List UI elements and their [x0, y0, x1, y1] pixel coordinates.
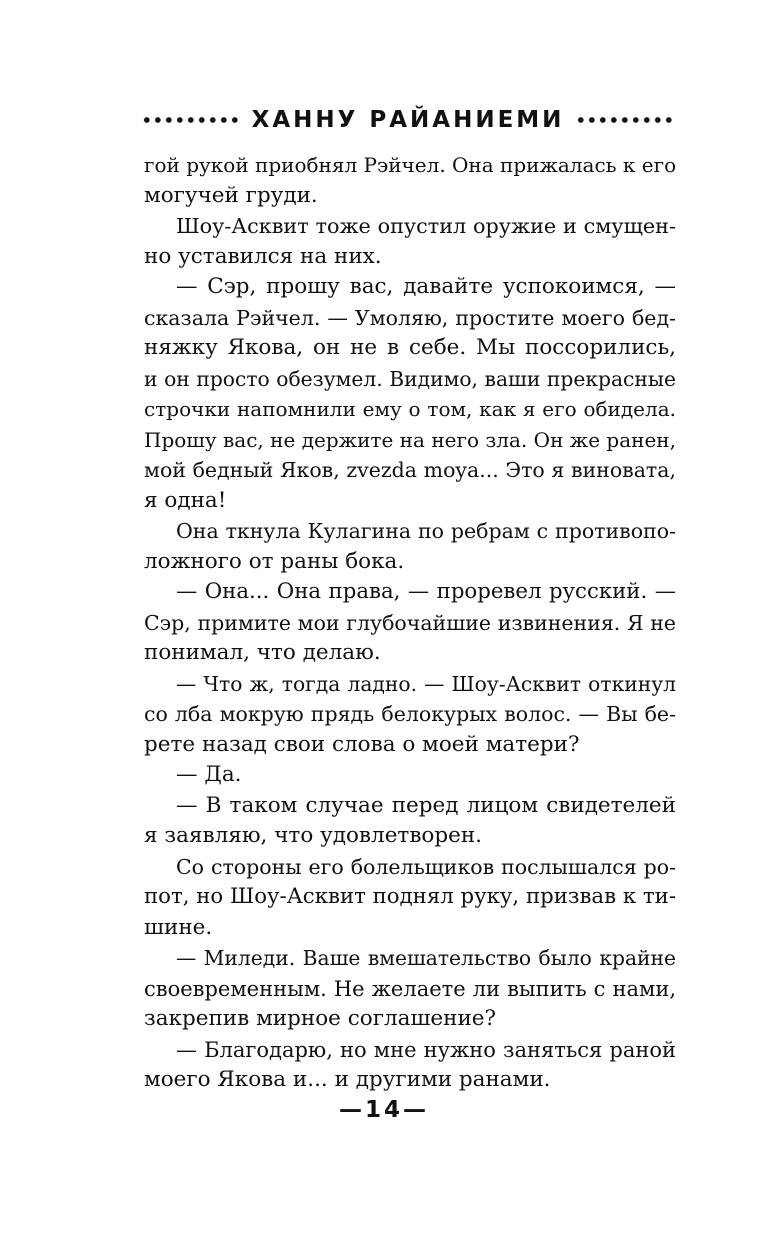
text-line: сказала Рэйчел. — Умоляю, простите моего бед- — [144, 305, 676, 330]
text-line: Она ткнула Кулагина по ребрам с противопо- — [176, 519, 676, 543]
text-line: — Да. — [176, 762, 242, 787]
text-line: Шоу-Асквит тоже опустил оружие и смущен- — [176, 214, 676, 238]
text-line: и он просто обезумел. Видимо, ваши прекрасные — [144, 366, 676, 391]
text-line: строчки напомнили ему о том, как я его обидела. — [144, 397, 676, 421]
text-line: — Благодарю, но мне нужно заняться раной — [176, 1037, 676, 1062]
ornament-dots-right — [576, 116, 674, 124]
text-line: мой бедный Яков, zvezda moya... Это я виновата, — [144, 458, 676, 482]
text-line: — Миледи. Ваше вмешательство было крайне — [176, 946, 676, 970]
text-line: могучей груди. — [144, 182, 318, 208]
text-line: Со стороны его болельщиков послышался ро- — [176, 854, 676, 879]
text-line: Прошу вас, не держите на него зла. Он же ранен, — [144, 427, 676, 452]
text-line: — Она... Она права, — проревел русский. — — [176, 579, 676, 604]
text-line: ложного от раны бока. — [144, 548, 405, 574]
body-text — [144, 150, 676, 1096]
text-line: рете назад свои слова о моей матери? — [144, 731, 580, 757]
text-line: моего Якова и... и другими ранами. — [144, 1067, 551, 1092]
text-line: своевременным. Не желаете ли выпить с нами, — [144, 976, 676, 1001]
author-name: ХАННУ РАЙАНИЕМИ — [251, 107, 565, 133]
text-line: я заявляю, что удовлетворен. — [144, 823, 483, 848]
text-line: но уставился на них. — [144, 243, 382, 269]
page-number: —14— — [338, 1097, 429, 1123]
running-head — [142, 103, 674, 137]
text-line: — Что ж, тогда ладно. — Шоу-Асквит откинул — [176, 671, 676, 696]
text-line: понимал, что делаю. — [144, 640, 381, 665]
text-line: закрепив мирное соглашение? — [144, 1006, 497, 1031]
text-line: со лба мокрую прядь белокурых волос. — Вы бе- — [144, 702, 676, 726]
text-line: гой рукой приобнял Рэйчел. Она прижалась к его — [144, 153, 677, 177]
text-line: — Сэр, прошу вас, давайте успокоимся, — — [176, 274, 676, 299]
ornament-dots-left — [142, 116, 240, 124]
text-line: — В таком случае перед лицом свидетелей — [176, 792, 676, 818]
text-line: шине. — [144, 914, 213, 940]
text-line: Сэр, примите мои глубочайшие извинения. Я не — [144, 610, 676, 635]
text-line: пот, но Шоу-Асквит поднял руку, призвав к ти- — [144, 884, 676, 909]
text-line: няжку Якова, он не в себе. Мы поссорились, — [144, 335, 676, 360]
text-line: я одна! — [144, 487, 227, 513]
